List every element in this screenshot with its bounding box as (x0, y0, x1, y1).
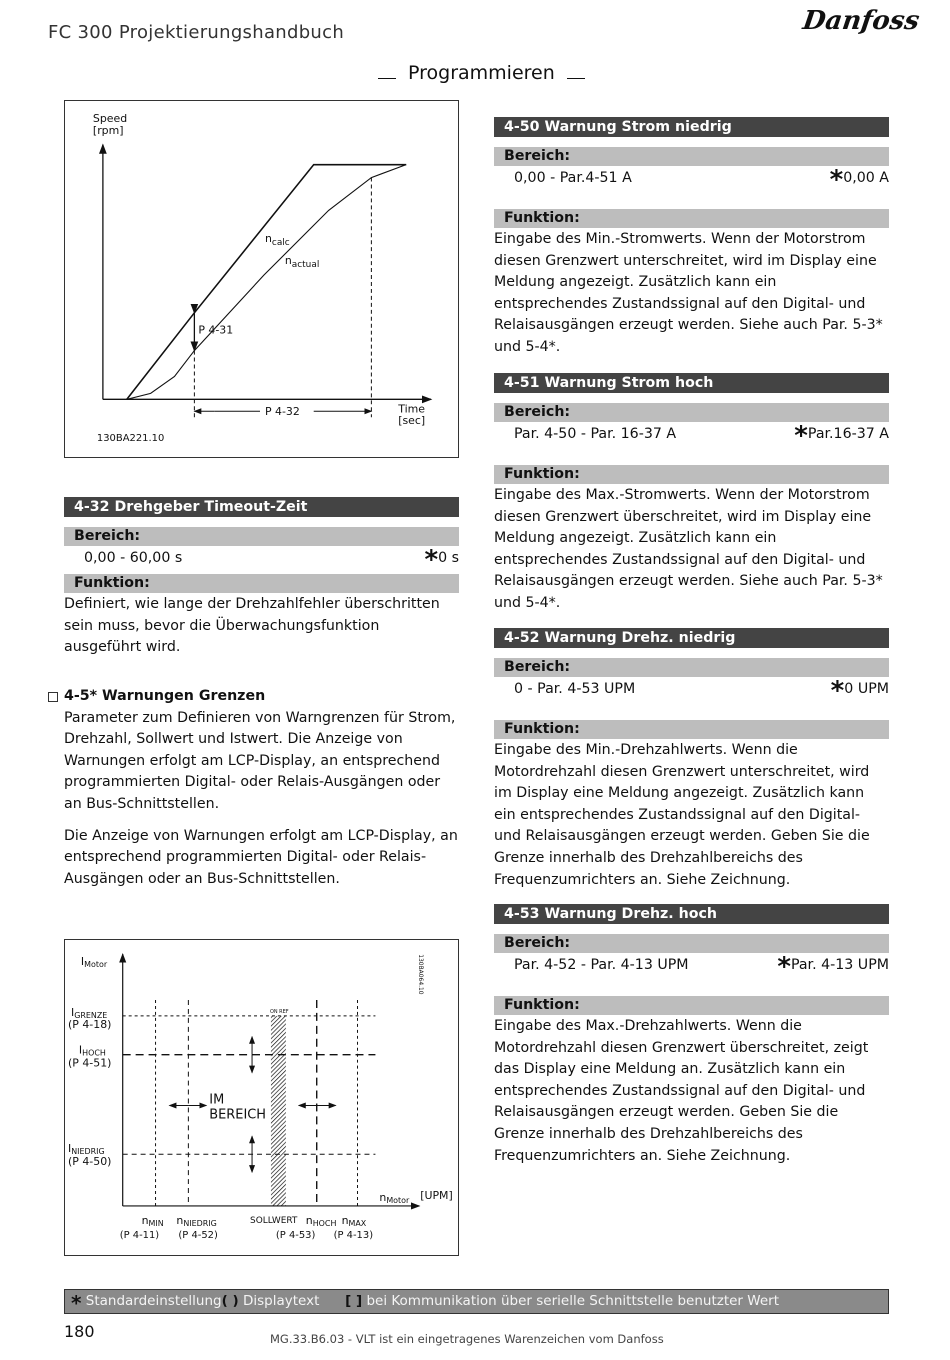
default-star-icon: * (794, 421, 808, 451)
warning-limits-figure (64, 939, 459, 1256)
default-star-icon: * (424, 545, 439, 575)
im-label: IM (209, 1092, 225, 1108)
p432-label: P 4-32 (264, 405, 300, 419)
function-label: Funktion: (494, 209, 889, 228)
group-title: 4-5* Warnungen Grenzen (64, 688, 266, 704)
n-calc-label: $n_{calc}$ (264, 232, 290, 249)
i-motor-label: IMotor (80, 955, 108, 970)
p431-label: P 4-31 (198, 323, 234, 337)
x-unit: [sec] (398, 414, 426, 428)
parameter-section (494, 628, 889, 891)
n-calc-curve (127, 165, 406, 400)
star-icon: * (71, 1291, 82, 1315)
n-niedrig-label: nNIEDRIG (176, 1213, 217, 1228)
i-hoch-label: IHOCH (78, 1043, 106, 1058)
footer-text: MG.33.B6.03 - VLT ist ein eingetragenes Warenzeichen vom Danfoss (270, 1332, 664, 1346)
legend-bracket: [ ] (345, 1293, 363, 1309)
p413-label: (P 4-13) (333, 1229, 374, 1241)
p453-label: (P 4-53) (275, 1229, 316, 1241)
i-grenze-label: IGRENZE (70, 1005, 108, 1020)
upm-label: [UPM] (420, 1188, 453, 1202)
legend-star: Standardeinstellung (85, 1293, 222, 1309)
setpoint-band (271, 1016, 286, 1206)
n-hoch-label: nHOCH (305, 1213, 337, 1228)
function-label: Funktion: (64, 574, 459, 593)
parameter-section (494, 904, 889, 1167)
p411-label: (P 4-11) (119, 1229, 160, 1241)
default-star-icon: * (829, 165, 844, 195)
default-value: 0,00 A (843, 170, 889, 186)
parameter-section (494, 373, 889, 615)
default-value: Par. 4-13 UPM (790, 957, 889, 973)
group-paragraph: Parameter zum Definieren von Warngrenzen für Strom, Drehzahl, Sollwert und Istwert. Die Anzeige von Warnungen erfolgt am LCP-Display, an entsprechend programmierten Digital- oder Relais-Ausgängen oder an Bus-Schnittstellen. (64, 709, 456, 812)
p450-label: (P 4-50) (67, 1155, 112, 1169)
figure-code: 130BA064.10 (417, 954, 425, 995)
range-value: 0 - Par. 4-53 UPM (514, 681, 636, 697)
section-header: 4-32 Drehgeber Timeout-Zeit (64, 497, 459, 517)
n-min-label: nMIN (141, 1213, 164, 1228)
function-text: Eingabe des Min.-Drehzahlwerts. Wenn die Motordrehzahl diesen Grenzwert unterschreitet, wird im Display eine Meldung angezeigt. Zusätzlich kann ein entsprechendes Zustandssignal auf den Digital- und Relaisausgängen erzeugt werden. Geben Sie die Grenze innerhalb des Drehzahlbereichs des Frequenzumrichters an. Siehe Zeichnung. (494, 742, 870, 888)
page-number: 180 (64, 1322, 95, 1341)
n-max-label: nMAX (341, 1213, 367, 1228)
bereich-label: BEREICH (209, 1107, 267, 1123)
p451-label: (P 4-51) (67, 1056, 112, 1070)
range-value: 0,00 - 60,00 s (84, 550, 183, 566)
default-star-icon: * (830, 676, 845, 706)
default-value: 0 s (438, 550, 459, 566)
legend-paren-text: Displaytext (242, 1293, 320, 1309)
n-actual-curve (127, 165, 406, 400)
section-header: 4-51 Warnung Strom hoch (494, 373, 889, 393)
danfoss-logo: Danfoss (800, 6, 922, 36)
range-value: Par. 4-50 - Par. 16-37 A (514, 426, 677, 442)
figure-code: 130BA221.10 (96, 433, 165, 445)
function-label: Funktion: (494, 465, 889, 484)
default-star-icon: * (777, 952, 791, 982)
function-text: Eingabe des Max.-Stromwerts. Wenn der Motorstrom diesen Grenzwert überschreitet, wird im Display eine Meldung angezeigt. Zusätzlich kann ein entsprechendes Zustandssignal auf den Digital- und Relaisausgängen erzeugt werden. Siehe auch Par. 5-3* und 5-4*. (494, 487, 883, 611)
legend-bracket-text: bei Kommunikation über serielle Schnittstelle benutzter Wert (366, 1293, 779, 1309)
p452-label: (P 4-52) (178, 1229, 218, 1241)
group-4-5 (64, 686, 459, 890)
sollwert-label: SOLLWERT (250, 1215, 298, 1226)
function-text: Eingabe des Max.-Drehzahlwerts. Wenn die Motordrehzahl diesen Grenzwert überschreitet, zeigt das Display eine Meldung an. Zusätzlich kann ein entsprechendes Zustandssignal auf den Digital- und Relaisausgängen erzeugt werden. Geben Sie die Grenze innerhalb des Drehzahlbereichs des Frequenzumrichters an. Siehe Zeichnung. (494, 1018, 869, 1164)
range-label: Bereich: (494, 403, 889, 422)
default-value: 0 UPM (844, 681, 889, 697)
i-niedrig-label: INIEDRIG (67, 1142, 105, 1157)
param-4-32 (64, 497, 459, 659)
chapter-title (366, 62, 597, 84)
chapter-label: Programmieren (408, 62, 555, 84)
function-label: Funktion: (494, 720, 889, 739)
checkbox-icon (48, 692, 58, 702)
on-ref-label: ON REF (269, 1008, 289, 1015)
default-value: Par.16-37 A (807, 426, 889, 442)
y-unit: [rpm] (92, 123, 124, 137)
function-label: Funktion: (494, 996, 889, 1015)
range-label: Bereich: (494, 658, 889, 677)
legend-paren: ( ) (221, 1293, 239, 1309)
range-label: Bereich: (494, 147, 889, 166)
group-paragraph: Die Anzeige von Warnungen erfolgt am LCP-Display, an entsprechend programmierten Digital- oder Relais-Ausgängen oder an Bus-Schnittstellen. (64, 827, 458, 887)
function-text: Eingabe des Min.-Stromwerts. Wenn der Motorstrom diesen Grenzwert unterschreitet, wird im Display eine Meldung angezeigt. Zusätzlich kann ein entsprechendes Zustandssignal auf den Digital- und Relaisausgängen erzeugt werden. Siehe auch Par. 5-3* und 5-4*. (494, 231, 883, 355)
y-label: Speed (92, 111, 128, 125)
range-label: Bereich: (64, 527, 459, 546)
legend-bar (64, 1289, 889, 1314)
range-label: Bereich: (494, 934, 889, 953)
section-header: 4-50 Warnung Strom niedrig (494, 117, 889, 137)
n-motor-label: nMotor (379, 1190, 410, 1205)
p418-label: (P 4-18) (67, 1017, 112, 1031)
parameter-section (494, 117, 889, 359)
n-actual-label: $n_{actual}$ (284, 254, 320, 271)
section-header: 4-53 Warnung Drehz. hoch (494, 904, 889, 924)
section-header: 4-52 Warnung Drehz. niedrig (494, 628, 889, 648)
document-title: FC 300 Projektierungshandbuch (48, 22, 345, 43)
function-text: Definiert, wie lange der Drehzahlfehler überschritten sein muss, bevor die Überwachungsfunktion ausgeführt wird. (64, 596, 440, 656)
speed-time-figure (64, 100, 459, 458)
range-value: Par. 4-52 - Par. 4-13 UPM (514, 957, 689, 973)
range-value: 0,00 - Par.4-51 A (514, 170, 632, 186)
x-label: Time (398, 402, 425, 416)
